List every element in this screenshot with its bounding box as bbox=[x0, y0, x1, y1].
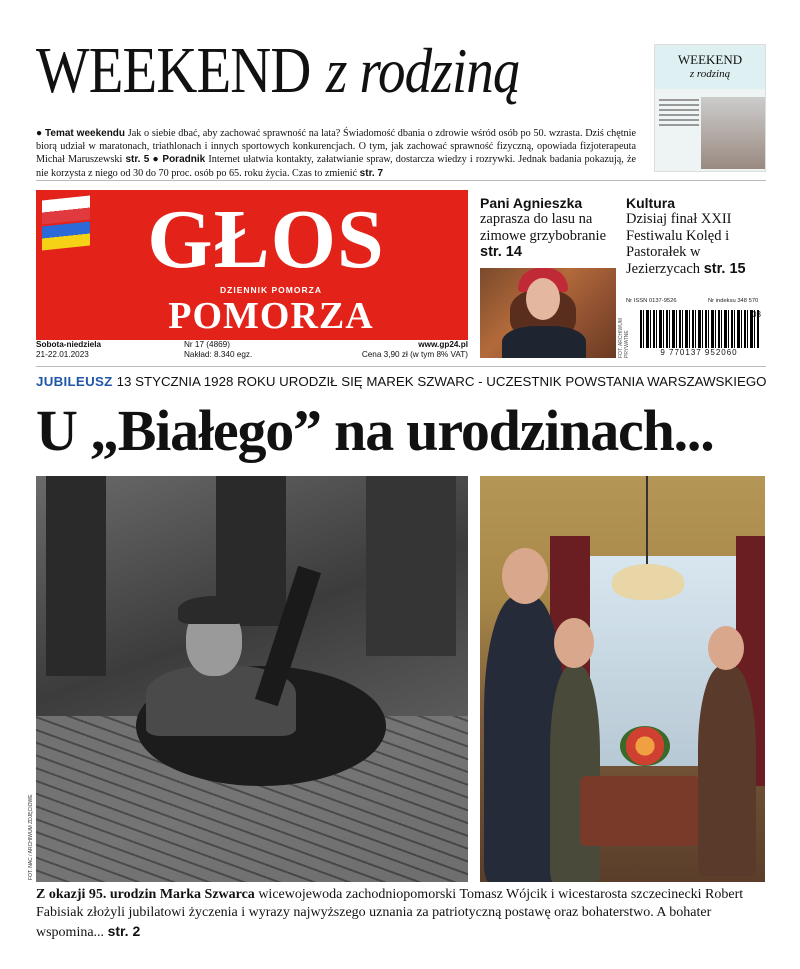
issue-date: 21-22.01.2023 bbox=[36, 350, 89, 359]
kicker bbox=[36, 374, 776, 389]
logo-subtitle: DZIENNIK POMORZA bbox=[220, 285, 322, 295]
teaser-agnieszka-page[interactable]: str. 14 bbox=[480, 244, 522, 260]
historical-photo-credit: FOT. NAC / ARCHIWUM ZDJĘCIOWE bbox=[28, 794, 34, 880]
issn-number: Nr ISSN 0137-9526 bbox=[626, 298, 677, 304]
masthead-logo[interactable] bbox=[36, 190, 468, 340]
kicker-text: 13 STYCZNIA 1928 ROKU URODZIŁ SIĘ MAREK SZWARC - UCZESTNIK POWSTANIA WARSZAWSKIEGO bbox=[116, 374, 767, 389]
thumbnail-header: WEEKEND z rodziną bbox=[655, 45, 765, 89]
teaser-kultura[interactable] bbox=[626, 195, 766, 277]
historical-photo bbox=[36, 476, 468, 882]
issue-number-block bbox=[184, 340, 252, 360]
birthday-photo bbox=[480, 476, 765, 882]
barcode-icon bbox=[640, 310, 760, 350]
guide-label: Poradnik bbox=[162, 154, 206, 166]
divider bbox=[36, 180, 766, 181]
issue-date-block bbox=[36, 340, 101, 360]
weekend-topic-page[interactable]: str. 5 bbox=[125, 154, 150, 166]
photo-caption: Z okazji 95. urodzin Marka Szwarca wicewojewoda zachodniopomorski Tomasz Wójcik i wicestarosta szczecinecki Robert Fabisiak złożyli jubilatowi życzenia i wyrazy najwyższego uznania za patriotyczną postawę oraz bohaterstwo. A bohater wspomina... str. 2 bbox=[36, 887, 744, 940]
price: Cena 3,90 zł (w tym 8% VAT) bbox=[361, 350, 468, 359]
barcode-number: 9 770137 952060 bbox=[632, 348, 766, 357]
weekend-teaser-text: ● Temat weekendu Jak o siebie dbać, aby zachować sprawność na lata? Świadomość dbania o zdrowie wśród osób po 50. wzrasta. Dziś chętnie biorą udział w maratonach, triathlonach i innych sportowych konkurencjach. O tym, jak zachować sprawność fizyczną, opowiada fizjoterapeuta Michał Maruszewski str. 5 ● Poradnik Internet ułatwia kontakty, załatwianie spraw, dostarcza wiedzy i rozrywki. Jednak badania pokazują, że nie korzysta z niego od 30 do 70 proc. osób po 65. roku życia. Czas to zmienić str. 7 bbox=[36, 128, 637, 179]
weekend-supplement-thumbnail[interactable] bbox=[654, 44, 766, 172]
caption-lead: Z okazji 95. urodzin Marka Szwarca bbox=[36, 887, 255, 902]
main-headline[interactable]: U „Białego” na urodzinach... bbox=[36, 398, 714, 463]
divider bbox=[36, 366, 766, 367]
logo-pomorza: POMORZA bbox=[168, 295, 374, 337]
weekend-title-main: WEEKEND bbox=[36, 34, 311, 107]
teaser-kultura-title: Kultura bbox=[626, 195, 675, 211]
bullet-icon: ● bbox=[152, 154, 160, 166]
poland-flag-icon bbox=[42, 195, 90, 224]
ukraine-flag-icon bbox=[42, 221, 90, 250]
issue-number: Nr 17 (4869) bbox=[184, 340, 230, 349]
thumbnail-text-lines bbox=[659, 99, 699, 129]
teaser-agnieszka-title: Pani Agnieszka bbox=[480, 195, 583, 211]
barcode-side-number: 03 bbox=[752, 310, 761, 319]
weekend-title bbox=[36, 34, 520, 107]
agnieszka-photo-credit: FOT. ARCHIWUM PRYWATNE bbox=[618, 318, 630, 358]
agnieszka-photo bbox=[480, 268, 616, 358]
teaser-agnieszka[interactable] bbox=[480, 195, 616, 261]
print-run: Nakład: 8.340 egz. bbox=[184, 350, 253, 359]
weekend-title-italic: z rodziną bbox=[326, 35, 520, 106]
weekend-topic-label: Temat weekendu bbox=[45, 128, 126, 139]
website-link[interactable]: www.gp24.pl bbox=[418, 340, 468, 349]
index-number: Nr indeksu 348 570 bbox=[708, 298, 759, 304]
bullet-icon: ● bbox=[36, 128, 43, 139]
issue-day: Sobota-niedziela bbox=[36, 340, 102, 349]
price-block bbox=[330, 340, 468, 360]
caption-page[interactable]: str. 2 bbox=[107, 923, 141, 939]
thumbnail-photo bbox=[701, 97, 765, 169]
guide-page[interactable]: str. 7 bbox=[359, 167, 384, 179]
kicker-tag: JUBILEUSZ bbox=[36, 374, 113, 389]
teaser-kultura-page[interactable]: str. 15 bbox=[703, 260, 746, 277]
teaser-kultura-text: Dzisiaj finał XXII Festiwalu Kolęd i Pastorałek w Jezierzycach str. 15 bbox=[626, 211, 746, 277]
logo-glos: GŁOS bbox=[147, 193, 385, 286]
teaser-agnieszka-text: zaprasza do lasu na zimowe grzybobranie str. 14 bbox=[480, 211, 607, 260]
